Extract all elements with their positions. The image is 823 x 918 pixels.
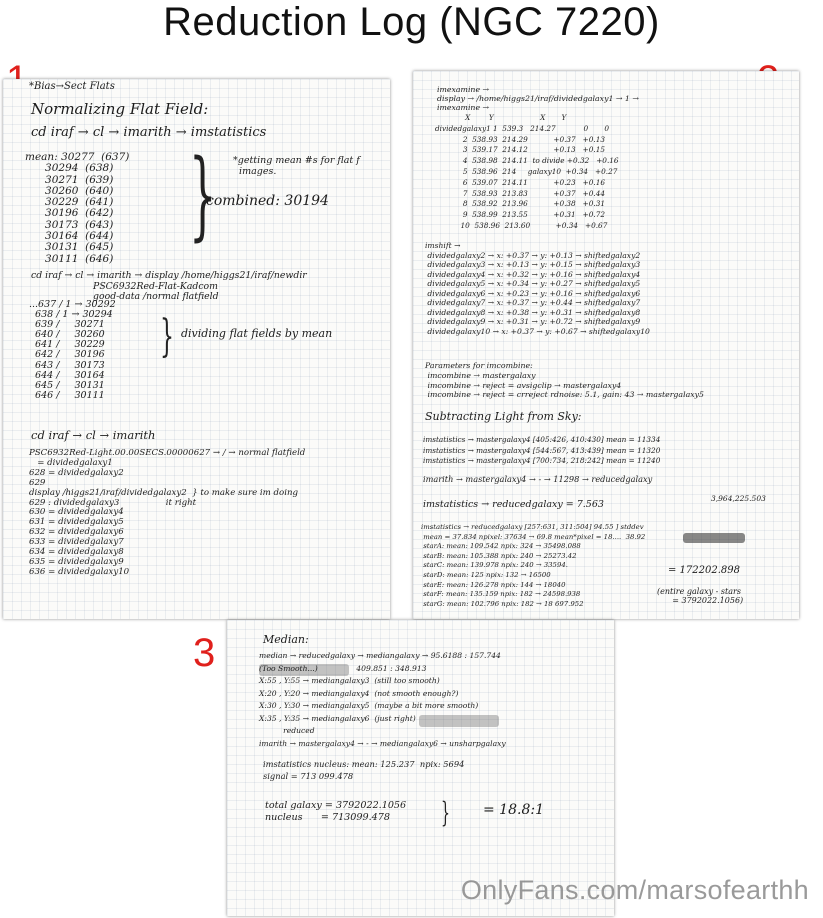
page1-header: *Bias→Sect Flats <box>29 81 115 92</box>
panel-number-3: 3 <box>193 631 216 675</box>
page2-imshift: imshift → dividedgalaxy2 → x: +0.37 → y: +0.13 → shiftedgalaxy2 dividedgalaxy3 → x: +0.13 → y: +0.15 → shiftedgalaxy3 dividedgalaxy4 → x: +0.32 → y: +0.16 → shiftedgalaxy4 dividedgalaxy5 → x: +0.34 → y: +0.27 → shiftedgalaxy5 dividedgalaxy6 → x: +0.23 → y: +0.16 → shiftedgalaxy6 dividedgalaxy7 → x: +0.37 → y: +0.44 → shiftedgalaxy7 dividedgalaxy8 → x: +0.38 → y: +0.31 → shiftedgalaxy8 dividedgalaxy9 → x: +0.31 → y: +0.72 → shiftedgalaxy9 dividedgalaxy10 → x: +0.37 → y: +0.67 → shiftedgalaxy10 <box>425 241 650 336</box>
page1-mean-note: *getting mean #s for flat f images. <box>233 155 360 178</box>
notebook-page-1 <box>3 79 390 619</box>
page3-median-lines: median → reducedgalaxy → mediangalaxy → 95.6188 : 157.744 (Too Smooth...) 409.851 : 348.913 X:55 , Y:55 → mediangalaxy3 (still too smooth) X:20 , Y:20 → mediangalaxy4 (not smooth enough?) X:30 , Y:30 → mediangalaxy5 (maybe a bit more smooth) X:35 , Y:35 → mediangalaxy6 (just right) reduced imarith → mastergalaxy4 → - → mediangalaxy6 → unsharpgalaxy <box>259 651 506 748</box>
page2-total-stars: = 172202.898 <box>668 565 740 576</box>
page2-imarith: imarith → mastergalaxy4 → - → 11298 → reducedgalaxy <box>423 474 653 484</box>
page3-total: total galaxy = 3792022.1056 nucleus = 713099.478 <box>265 800 407 823</box>
page1-command-2: cd iraf → cl → imarith → display /home/higgs21/iraf/newdir PSC6932Red-Flat-Kadcom good-data /normal flatfield <box>31 270 307 302</box>
page3-nucleus: imstatistics nucleus: mean: 125.237 npix: 5694 signal = 713 099.478 <box>263 759 465 781</box>
page2-sky-stats: imstatistics → mastergalaxy4 [405:426, 410:430] mean = 11334 imstatistics → mastergalaxy4 [544:567, 413:439] mean = 11320 imstatistics → mastergalaxy4 [700:734, 218:242] mean = 11240 <box>423 435 661 465</box>
page1-command-1: cd iraf → cl → imarith → imstatistics <box>31 125 267 140</box>
notebook-page-2 <box>413 71 799 619</box>
mean-brace: } <box>189 139 217 251</box>
page1-psc-list: PSC6932Red-Light.00.00SECS.00000627 → / → normal flatfield = dividedgalaxy1 628 = dividedgalaxy2 629 display /higgs21/iraf/dividedgalaxy2 } to make sure im doing 629 : dividedgalaxy3 it right 630 = dividedgalaxy4 631 = dividedgalaxy5 632 = dividedgalaxy6 633 = dividedgalaxy7 634 = dividedgalaxy8 635 = dividedgalaxy9 636 = dividedgalaxy10 <box>29 448 306 577</box>
page2-table: X Y X Y dividedgalaxy1 1 539.3 214.27 0 0 2 538.93 214.29 +0.37 +0.13 3 539.17 214.12 +0.13 +0.15 4 538.98 214.11 to divide +0.32 +0.16 5 538.96 214 galaxy10 +0.34 +0.27 6 539.07 214.11 +0.23 +0.16 7 538.93 213.83 +0.37 +0.44 8 538.92 213.96 +0.38 +0.31 9 538.99 213.55 +0.31 +0.72 10 538.96 213.60 +0.34 +0.67 <box>435 113 619 230</box>
page1-mean-list: mean: 30277 (637) 30294 (638) 30271 (639) 30260 (640) 30229 (641) 30196 (642) 30173 (643) 30164 (644) 30131 (645) 30111 (646) <box>25 151 130 265</box>
notebook-page-3 <box>227 620 614 916</box>
ratio-brace: } <box>441 796 450 829</box>
page2-reduced-stats: imstatistics → reducedgalaxy = 7.563 <box>423 499 604 510</box>
page-title: Reduction Log (NGC 7220) <box>163 0 660 44</box>
page1-combined: combined: 30194 <box>206 193 329 209</box>
crossed-out-text <box>683 533 745 543</box>
page2-imcombine-params: Parameters for imcombine: imcombine → mastergalaxy imcombine → reject = avsigclip → mastergalaxy4 imcombine → reject = crreject rdnoise: 5.1, gain: 43 → mastergalaxy5 <box>425 361 704 400</box>
page2-reduced-side: 3,964,225.503 <box>711 494 766 503</box>
page3-heading: Median: <box>263 633 309 646</box>
page1-heading: Normalizing Flat Field: <box>31 100 209 118</box>
divide-brace: } <box>160 311 174 362</box>
page2-header: imexamine → display → /home/higgs21/iraf/dividedgalaxy1 → 1 → imexamine → <box>437 85 639 112</box>
page1-divide-list: ...637 / 1 → 30292 638 / 1 → 30294 639 / 30271 640 / 30260 641 / 30229 642 / 30196 643 / 30173 644 / 30164 645 / 30131 646 / 30111 <box>29 299 116 401</box>
watermark: OnlyFans.com/marsofearthh <box>460 875 809 905</box>
page1-command-3: cd iraf → cl → imarith <box>31 428 156 442</box>
page3-ratio: = 18.8:1 <box>483 802 544 818</box>
page2-entire-galaxy: (entire galaxy - stars = 3792022.1056) <box>657 587 744 606</box>
page1-divide-note: dividing flat fields by mean <box>181 327 333 340</box>
page2-nucleus-stats: imstatistics → reducedgalaxy [257:631, 311:504] 94.55 ] stddev mean = 37.834 npixel: 37634 → 69.8 mean*pixel = 18.... 38.92 starA: mean: 109.542 npix: 324 → 35498.088 starB: mean: 105.388 npix: 240 → 25273.42 starC: mean: 139.978 npix: 240 → 33594. starD: mean: 125 npix: 132 → 16500 starE: mean: 126.278 npix: 144 → 18040 starF: mean: 135.159 npix: 182 → 24598.938 starG: mean: 102.796 npix: 182 → 18 697.952 <box>421 523 646 608</box>
page2-sky-heading: Subtracting Light from Sky: <box>425 410 582 423</box>
